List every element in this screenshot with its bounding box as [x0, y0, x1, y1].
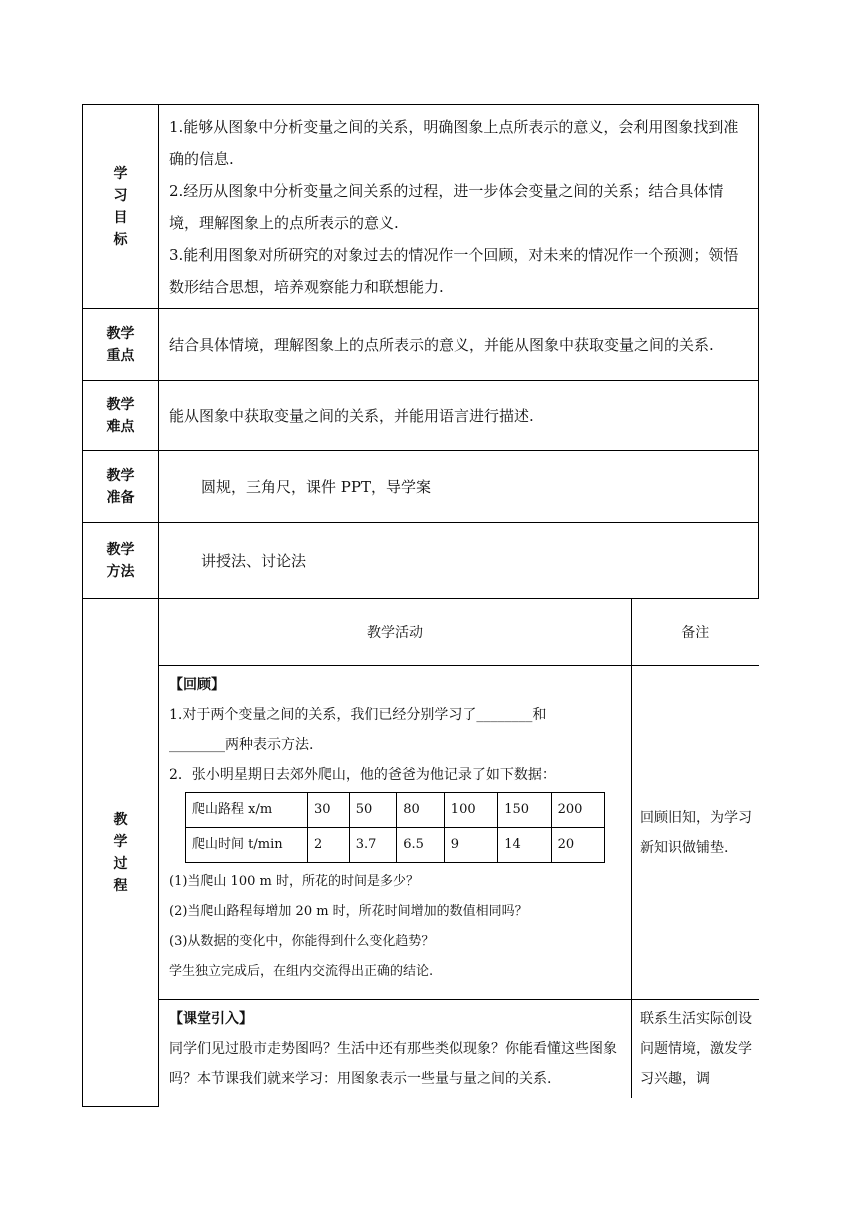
review-q2: 2．张小明星期日去郊外爬山，他的爸爸为他记录了如下数据： — [169, 767, 556, 783]
table-row — [186, 793, 605, 828]
difficulties-content: 能从图象中获取变量之间的关系，并能用语言进行描述. — [159, 381, 759, 451]
row-label-time: 爬山时间 t/min — [186, 828, 308, 863]
methods-row — [83, 523, 759, 599]
sub-question-2: (2)当爬山路程每增加 20 m 时，所花时间增加的数值相同吗？ — [169, 904, 528, 919]
key-points-label: 教学 重点 — [83, 309, 159, 381]
key-points-row — [83, 309, 759, 381]
sub-question-1: (1)当爬山 100 m 时，所花的时间是多少？ — [169, 874, 419, 889]
table-cell: 30 — [308, 793, 350, 828]
objective-item: 3.能利用图象对所研究的对象过去的情况作一个回顾，对未来的情况作一个预测；领悟数形结合思想，培养观察能力和联想能力. — [169, 245, 739, 296]
sub-question-3: (3)从数据的变化中，你能得到什么变化趋势？ — [169, 934, 435, 949]
row-label-distance: 爬山路程 x/m — [186, 793, 308, 828]
table-cell: 9 — [444, 828, 497, 863]
difficulties-label: 教学 难点 — [83, 381, 159, 451]
preparation-content: 圆规，三角尺，课件 PPT，导学案 — [159, 451, 759, 523]
review-q1-line2: ________两种表示方法. — [169, 737, 314, 753]
objectives-content — [159, 105, 759, 309]
methods-content: 讲授法、讨论法 — [159, 523, 759, 599]
review-section — [159, 666, 632, 1000]
review-conclusion: 学生独立完成后，在组内交流得出正确的结论. — [169, 964, 434, 979]
objective-item: 1.能够从图象中分析变量之间的关系，明确图象上点所表示的意义，会利用图象找到准确的信息. — [169, 117, 739, 168]
table-cell: 3.7 — [349, 828, 397, 863]
table-cell: 150 — [498, 793, 551, 828]
preparation-row — [83, 451, 759, 523]
table-cell: 14 — [498, 828, 551, 863]
preparation-label: 教学 准备 — [83, 451, 159, 523]
climbing-data-table — [185, 792, 605, 863]
table-cell: 2 — [308, 828, 350, 863]
process-row — [83, 599, 759, 1107]
activity-column-header: 教学活动 — [159, 599, 632, 666]
intro-section — [159, 1000, 632, 1099]
objective-item: 2.经历从图象中分析变量之间关系的过程，进一步体会变量之间的关系；结合具体情境，理解图象上的点所表示的意义. — [169, 181, 724, 232]
difficulties-row — [83, 381, 759, 451]
process-content — [159, 599, 759, 1107]
intro-text: 同学们见过股市走势图吗？生活中还有那些类似现象？你能看懂这些图象吗？本节课我们就来学习：用图象表示一些量与量之间的关系. — [169, 1041, 617, 1087]
table-row — [186, 828, 605, 863]
table-cell: 20 — [551, 828, 604, 863]
lesson-plan-table — [82, 104, 759, 1107]
table-cell: 200 — [551, 793, 604, 828]
table-cell: 100 — [444, 793, 497, 828]
process-label: 教 学 过 程 — [83, 599, 159, 1107]
review-q1-line1: 1.对于两个变量之间的关系，我们已经分别学习了________和 — [169, 707, 547, 723]
key-points-content: 结合具体情境，理解图象上的点所表示的意义，并能从图象中获取变量之间的关系. — [159, 309, 759, 381]
intro-heading: 【课堂引入】 — [169, 1011, 253, 1027]
review-heading: 【回顾】 — [169, 677, 225, 693]
table-cell: 50 — [349, 793, 397, 828]
intro-note: 联系生活实际创设问题情境，激发学习兴趣，调 — [632, 1000, 759, 1099]
review-note: 回顾旧知，为学习新知识做铺垫. — [632, 666, 759, 1000]
objectives-label: 学 习 目 标 — [83, 105, 159, 309]
table-cell: 80 — [397, 793, 445, 828]
note-column-header: 备注 — [632, 599, 759, 666]
table-cell: 6.5 — [397, 828, 445, 863]
process-table — [159, 599, 759, 1098]
methods-label: 教学 方法 — [83, 523, 159, 599]
objectives-row — [83, 105, 759, 309]
